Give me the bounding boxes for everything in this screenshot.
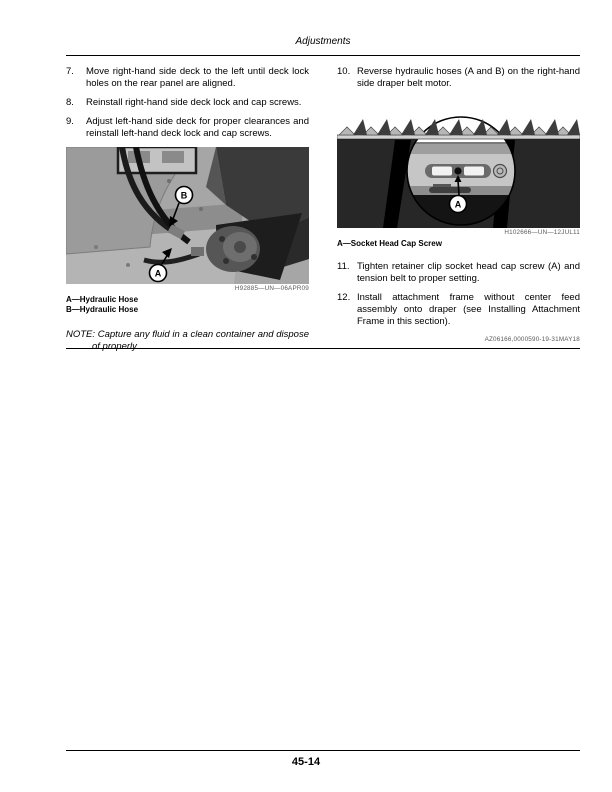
figure-caption: H92885—UN—06APR09 (234, 285, 309, 292)
footer-rule (66, 750, 580, 751)
cap-screw-illustration (337, 114, 580, 228)
section-end-rule (66, 348, 580, 349)
step-item-11 (337, 261, 580, 285)
callout-b-marker: B (180, 190, 188, 201)
page-number: 45-14 (291, 756, 321, 768)
legend-line-b: B—Hydraulic Hose (66, 305, 139, 314)
callout-a-marker: A (154, 268, 162, 279)
note-text (66, 329, 309, 353)
legend-line-a: A—Hydraulic Hose (66, 295, 139, 304)
hydraulic-hose-illustration (66, 147, 309, 284)
step-number: 8. (66, 97, 74, 108)
step-text: Move right-hand side deck to the left until deck lock holes on the rear panel are aligned. (86, 66, 309, 89)
figure-caption: H102666—UN—12JUL11 (504, 229, 580, 236)
note-label: NOTE: (66, 329, 96, 340)
step-item-9 (66, 116, 309, 140)
figure-hydraulic-hoses (66, 147, 309, 284)
callout-a-marker: A (454, 199, 462, 210)
figure-cap-screw (337, 114, 580, 228)
two-column-body (66, 66, 580, 353)
legend-line-a: A—Socket Head Cap Screw (337, 239, 442, 248)
doc-code: AZ06166,0000590-19-31MAY18 (484, 336, 580, 343)
page-header-title: Adjustments (295, 36, 351, 47)
step-number: 10. (337, 66, 351, 77)
step-item-12 (337, 292, 580, 328)
step-item-8 (66, 97, 309, 109)
step-text: Install attachment frame without center feed assembly onto draper (see Installing Attachment Frame in this section). (357, 292, 580, 327)
left-column (66, 66, 309, 353)
step-number: 7. (66, 66, 74, 77)
step-text: Tighten retainer clip socket head cap screw (A) and tension belt to proper setting. (357, 261, 580, 284)
step-number: 11. (337, 261, 350, 272)
step-item-7 (66, 66, 309, 90)
step-item-10 (337, 66, 580, 90)
step-number: 9. (66, 116, 74, 127)
right-column (337, 66, 580, 353)
step-text: Reverse hydraulic hoses (A and B) on the right-hand side draper belt motor. (357, 66, 580, 89)
note-body: Capture any fluid in a clean container and dispose of properly. (92, 329, 309, 352)
step-number: 12. (337, 292, 351, 303)
step-text: Reinstall right-hand side deck lock and cap screws. (86, 97, 302, 108)
header-rule (66, 55, 580, 56)
step-text: Adjust left-hand side deck for proper clearances and reinstall left-hand deck lock and cap screws. (86, 116, 309, 139)
